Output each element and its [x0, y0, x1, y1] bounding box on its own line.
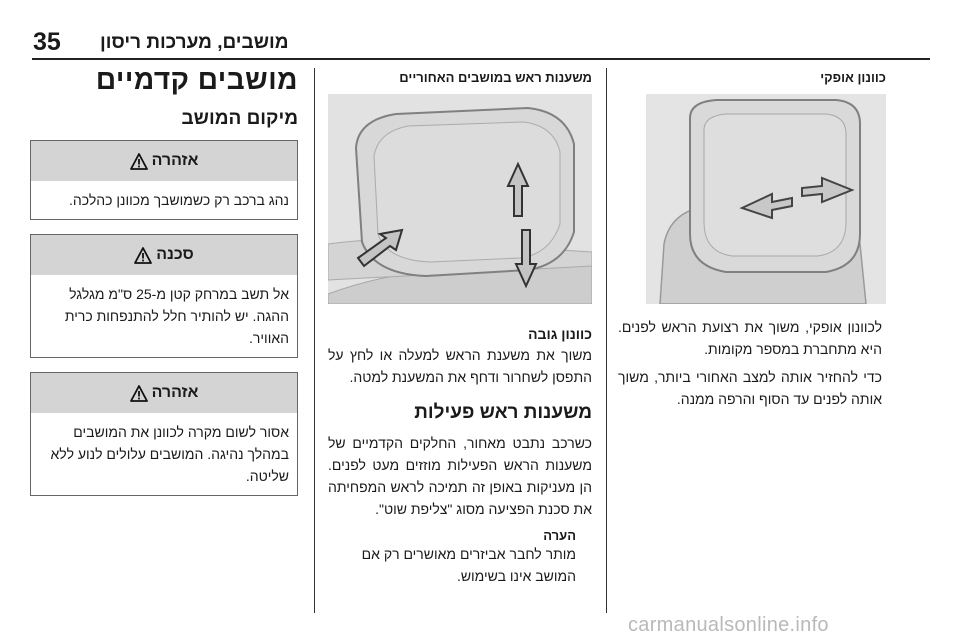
warning-text: נהג ברכב רק כשמושבך מכוונן כהלכה.: [69, 192, 289, 208]
headrest-horizontal-figure: [646, 94, 886, 304]
horizontal-adjust-text-1: לכוונון אופקי, משוך את רצועת הראש לפנים. היא מתחברת במספר מקומות.: [618, 319, 882, 357]
headrest-front-illustration: [646, 94, 886, 304]
column-divider-left: [314, 68, 315, 613]
header-rule: [32, 58, 930, 60]
warning-box-2: [30, 372, 298, 496]
warning-label: אזהרה: [151, 384, 199, 401]
warning-triangle-icon: [134, 247, 152, 264]
page-header: [0, 0, 960, 58]
danger-text: אל תשב במרחק קטן מ-25 ס"מ מגלגל ההגה. יש להותיר חלל להתנפחות כרית האוויר.: [64, 286, 289, 346]
active-headrests-heading: משענות ראש פעילות: [414, 402, 592, 423]
front-seats-title: מושבים קדמיים: [95, 64, 298, 95]
warning-label: אזהרה: [151, 152, 199, 169]
watermark: carmanualsonline.info: [628, 614, 829, 636]
note-title: הערה: [543, 528, 576, 543]
page-number: 35: [33, 28, 61, 56]
warning-box-header: [31, 373, 297, 413]
rear-headrests-heading: משענות ראש במושבים האחוריים: [399, 70, 592, 85]
rear-headrest-illustration: [328, 94, 592, 304]
warning-text: אסור לשום מקרה לכוונן את המושבים במהלך נהיגה. המושבים עלולים לנוע ללא שליטה.: [50, 424, 289, 484]
warning-triangle-icon: [130, 153, 148, 170]
column-horizontal-adjustment: [618, 68, 886, 410]
rear-headrest-figure: [328, 94, 592, 304]
column-rear-headrests: [328, 68, 592, 587]
column-divider-right: [606, 68, 607, 613]
warning-box-header: [31, 141, 297, 181]
height-adjust-text: משוך את משענת הראש למעלה או לחץ על התפסן לשחרור ודחף את המשענת למטה.: [328, 347, 592, 385]
warning-triangle-icon: [130, 385, 148, 402]
horizontal-adjust-heading: כוונון אופקי: [820, 70, 886, 85]
note-text: מותר לחבר אביזרים מאושרים רק אם המושב אינו בשימוש.: [361, 546, 576, 584]
danger-box-header: [31, 235, 297, 275]
danger-label: סכנה: [156, 246, 194, 263]
active-headrests-text: כשרכב נתבט מאחור, החלקים הקדמיים של משענות הראש הפעילות מוזזים מעט לפנים. הן מעניקות באופן זה תמיכה לראש המפחיתה את סכנת הפציעה מסוג "צליפת שוט".: [328, 435, 592, 517]
seat-position-subtitle: מיקום המושב: [181, 108, 298, 129]
horizontal-adjust-text-2: כדי להחזיר אותה למצב האחורי ביותר, משוך אותה לפנים עד הסוף והרפה ממנה.: [618, 369, 882, 407]
running-title: מושבים, מערכות ריסון: [100, 32, 289, 53]
warning-box-1: [30, 140, 298, 220]
height-adjust-heading: כוונון גובה: [528, 326, 592, 342]
column-front-seats: [30, 64, 298, 510]
danger-box: [30, 234, 298, 358]
